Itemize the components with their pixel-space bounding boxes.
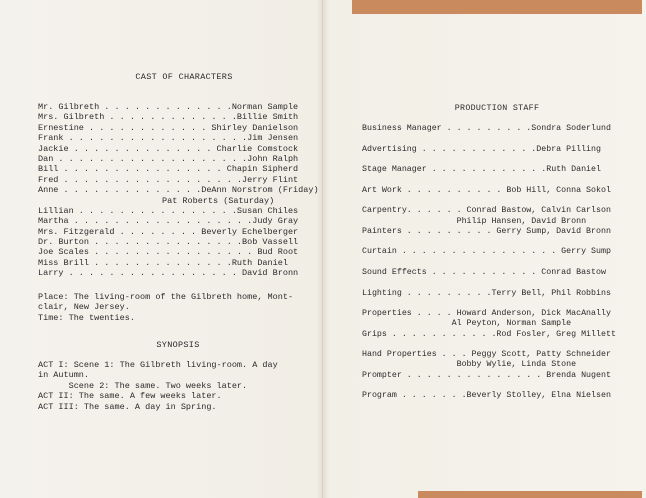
staff-row: Advertising . . . . . . . . . . . .Debra Pilling (362, 144, 601, 154)
staff-row: Art Work . . . . . . . . . . Bob Hill, Conna Sokol (362, 185, 611, 195)
cast-row: Dan . . . . . . . . . . . . . . . . . . .John Ralph (38, 153, 299, 164)
staff-heading: PRODUCTION STAFF (454, 104, 540, 113)
cast-row: Joe Scales . . . . . . . . . . . . . . . . Bud Root (38, 247, 299, 258)
cast-row: Dr. Burton . . . . . . . . . . . . . . .Bob Vassell (38, 237, 299, 248)
staff-row: Prompter . . . . . . . . . . . . . . Brenda Nugent (362, 370, 611, 380)
staff-row: Carpentry. . . . . . Conrad Bastow, Calvin Carlson (362, 206, 611, 216)
cast-heading: CAST OF CHARACTERS (135, 72, 233, 82)
cast-row: Mrs. Gilbreth . . . . . . . . . . . . .Billie Smith (38, 112, 299, 123)
cast-row: Mr. Gilbreth . . . . . . . . . . . . .Norman Sample (38, 102, 299, 112)
staff-row: Hand Properties . . . Peggy Scott, Patty Schneider (362, 350, 611, 360)
cast-row: Larry . . . . . . . . . . . . . . . . . David Bronn (38, 268, 299, 279)
cast-row: Jackie . . . . . . . . . . . . . . Charlie Comstock (38, 143, 299, 154)
synopsis-text: ACT I: Scene 1: The Gilbreth living-room. A day in Autumn. Scene 2: The same. Two weeks later. ACT II: The same. A few weeks later. ACT III: The same. A day in Spring. (38, 360, 278, 412)
staff-row: Al Peyton, Norman Sample (362, 319, 572, 329)
cast-row: Fred . . . . . . . . . . . . . . . . . .Jerry Flint (38, 174, 299, 185)
cast-row: Miss Brill . . . . . . . . . . . . . .Ruth Daniel (38, 257, 288, 268)
cast-row: Martha . . . . . . . . . . . . . . . . . .Judy Gray (38, 216, 299, 227)
staff-row: Grips . . . . . . . . . . .Rod Fosler, Greg Millett (362, 329, 616, 339)
synopsis-heading: SYNOPSIS (156, 340, 200, 350)
staff-row: Sound Effects . . . . . . . . . . . Conrad Bastow (362, 267, 606, 277)
cast-row: Frank . . . . . . . . . . . . . . . . . .Jim Jensen (38, 133, 299, 144)
center-fold (322, 0, 323, 498)
staff-row: Properties . . . . Howard Anderson, Dick MacAnally (362, 309, 611, 319)
staff-row: Painters . . . . . . . . . Gerry Sump, David Bronn (362, 226, 611, 236)
staff-row: Philip Hansen, David Bronn (362, 216, 587, 226)
tape-strip-bottom (418, 491, 642, 498)
staff-row: Curtain . . . . . . . . . . . . . . . . Gerry Sump (362, 247, 611, 257)
staff-row: Business Manager . . . . . . . . .Sondra Soderlund (362, 124, 611, 133)
cast-row: Ernestine . . . . . . . . . . . . Shirley Danielson (38, 122, 299, 133)
cast-row: Anne . . . . . . . . . . . . . .DeAnn Norstrom (Friday) (38, 185, 319, 196)
staff-list (362, 124, 624, 401)
cast-row-alternate: Pat Roberts (Saturday) (162, 195, 275, 206)
tape-strip-top (352, 0, 642, 14)
cast-row: Bill . . . . . . . . . . . . . . . . Chapin Sipherd (38, 164, 299, 175)
cast-list (38, 102, 319, 279)
cast-row: Mrs. Fitzgerald . . . . . . . . Beverly Echelberger (38, 226, 299, 237)
staff-row: Program . . . . . . .Beverly Stolley, Elna Nielsen (362, 391, 611, 401)
setting-text: Place: The living-room of the Gilbreth home, Mont- clair, New Jersey. Time: The twenties. (38, 292, 294, 323)
staff-row: Stage Manager . . . . . . . . . . . .Ruth Daniel (362, 165, 601, 175)
staff-row: Bobby Wylie, Linda Stone (362, 360, 577, 370)
cast-row: Lillian . . . . . . . . . . . . . . . .Susan Chiles (38, 205, 299, 216)
staff-row: Lighting . . . . . . . . .Terry Bell, Phil Robbins (362, 288, 611, 298)
